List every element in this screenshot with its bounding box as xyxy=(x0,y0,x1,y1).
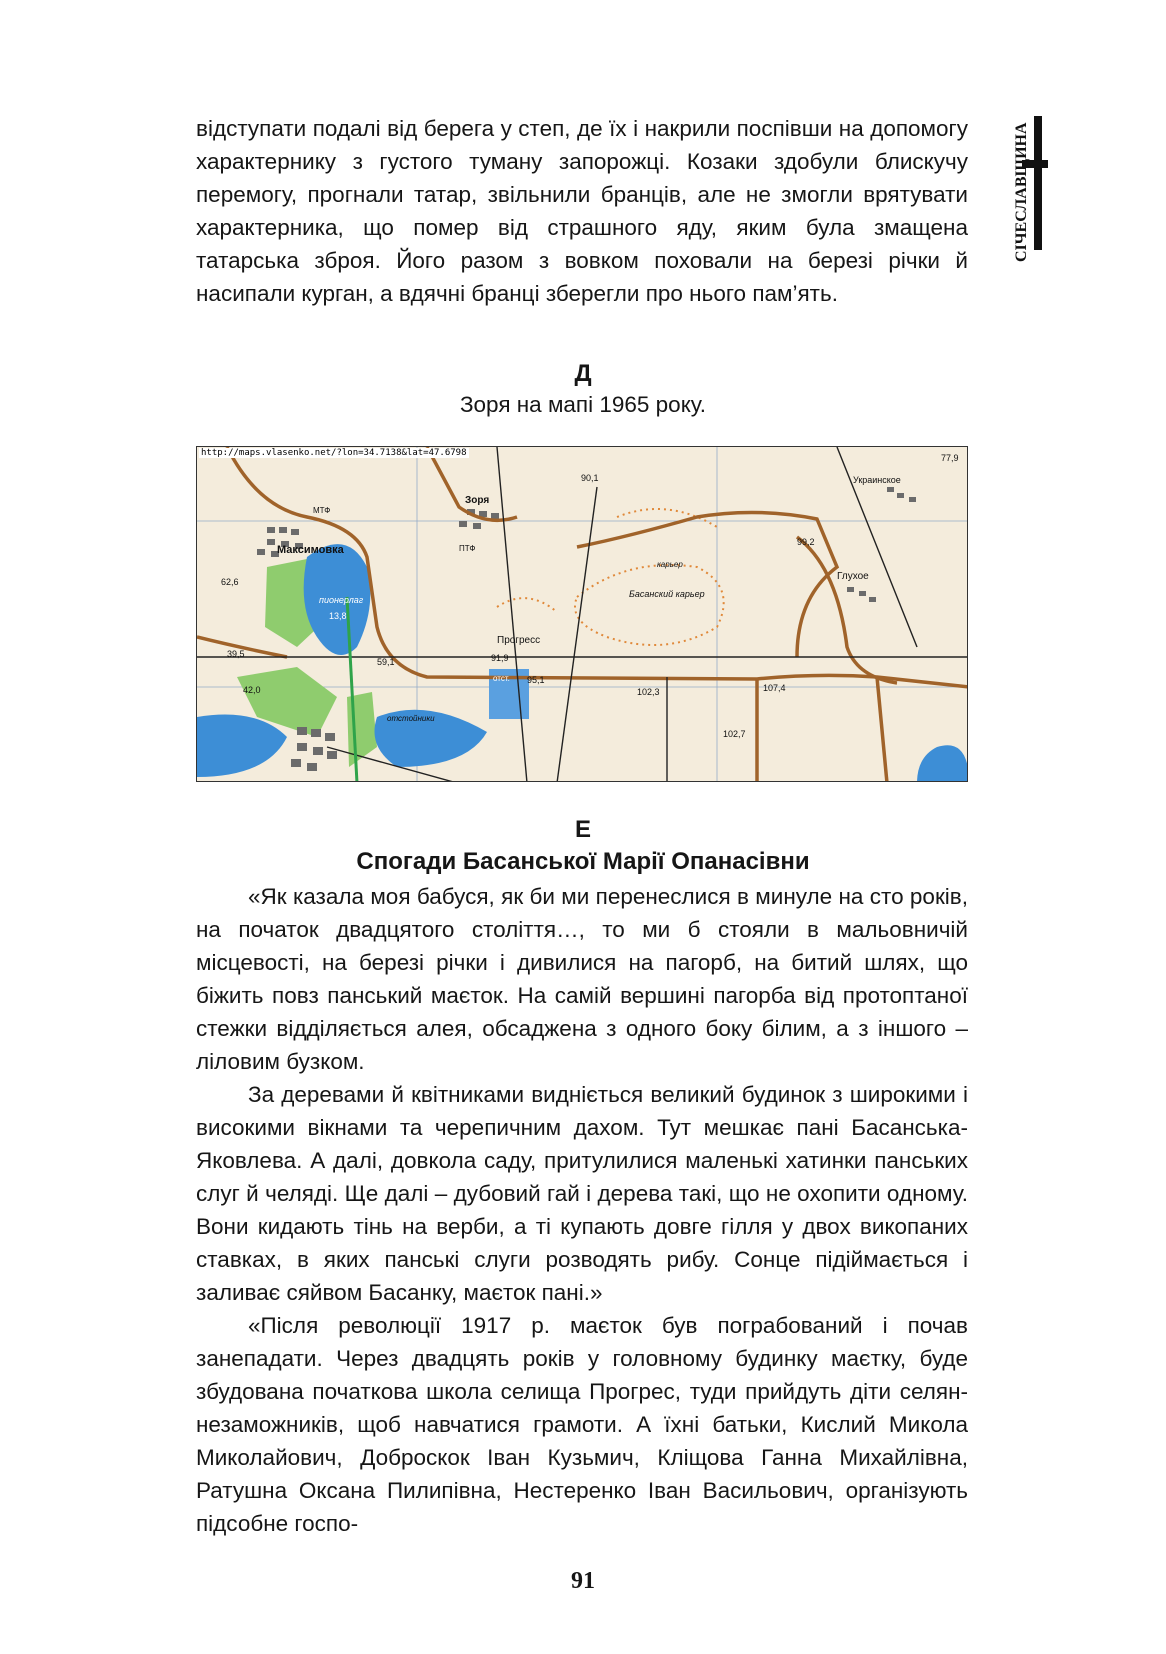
height-7: 95,1 xyxy=(527,675,545,685)
height-13: 59,1 xyxy=(377,657,395,667)
map-drawing xyxy=(197,447,968,782)
memoir-body xyxy=(196,880,968,1540)
height-3: 42,0 xyxy=(243,685,261,695)
label-prohres: Прогресс xyxy=(497,635,541,646)
label-mtf: МТФ xyxy=(313,506,331,515)
label-basanskyi: Басанский карьер xyxy=(629,589,705,599)
label-maksymivka: Максимовка xyxy=(277,544,344,556)
paragraph-intro xyxy=(196,112,968,310)
height-10: 77,9 xyxy=(941,453,959,463)
section-letter-e: Е xyxy=(574,816,591,843)
memoir-paragraph-2: За деревами й квітниками видніється великий будинок з широкими і високими вікнами та черепичним дахом. Тут мешкає пані Басанська-Яковлева. А далі, довкола саду, притулилися маленькі хатинки панських слуг й челяді. Ще далі – дубовий гай і дерева такі, що не охопити одному. Вони кидають тінь на верби, а ті купають довге гілля у двох викопаних ставках, в яких панські слуги розводять рибу. Сонце підіймається і заливає сяйвом Басанку, маєток пані.» xyxy=(196,1082,968,1305)
height-2: 39,5 xyxy=(227,649,245,659)
memoir-paragraph-3: «Після революції 1917 р. маєток був пограбований і почав занепадати. Через двадцять років у головному будинку маєтку, буде збудована початкова школа селища Прогрес, туди прийдуть діти селян-незаможників, щоб навчатися грамоти. А їхні батьки, Кислий Микола Миколайович, Доброскок Іван Кузьмич, Кліщова Ганна Михайлівна, Ратушна Оксана Пилипівна, Нестеренко Іван Васильович, організують підсобне госпо- xyxy=(196,1313,968,1536)
height-12: 13,8 xyxy=(329,611,347,621)
label-hlukhe: Глухое xyxy=(837,571,869,582)
map-url: http://maps.vlasenko.net/?lon=34.7138&lat=47.6798 xyxy=(201,448,467,458)
side-logo-text: СІЧЕСЛАВЩИНА xyxy=(1013,122,1030,262)
label-pioner: пионерлаг xyxy=(319,595,364,605)
label-ukrainske: Украинское xyxy=(853,475,901,485)
height-6: 91,9 xyxy=(491,653,509,663)
memoir-title: Спогади Басанської Марії Опанасівни xyxy=(356,848,810,875)
label-otstoyniki: отстойники xyxy=(387,714,435,723)
height-8: 107,4 xyxy=(763,683,786,693)
label-karyer: карьер xyxy=(657,560,683,569)
height-9: 102,7 xyxy=(723,729,746,739)
height-11: 102,3 xyxy=(637,687,660,697)
memoir-paragraph-1: «Як казала моя бабуся, як би ми перенеслися в минуле на сто років, на початок двадцятого століття…, то ми б стояли в мальовничій місцевості, на березі річки і дивилися на пагорб, на битий шлях, що біжить повз панський маєток. На самій вершині пагорба від протоптаної стежки відділяється алея, обсаджена з одного боку білим, а з іншого – ліловим бузком. xyxy=(196,884,968,1074)
height-4: 90,1 xyxy=(581,473,599,483)
label-ptf: ПТФ xyxy=(459,544,476,553)
map-caption: Зоря на мапі 1965 року. xyxy=(459,392,707,417)
height-1: 62,6 xyxy=(221,577,239,587)
label-otst: отст. xyxy=(493,674,510,683)
height-5: 99,2 xyxy=(797,537,815,547)
label-zorya: Зоря xyxy=(465,495,490,506)
topographic-map xyxy=(196,446,968,782)
paragraph-text: відступати подалі від берега у степ, де їх і накрили поспівши на допомогу характернику з густого туману запорожці. Козаки здобули блискучу перемогу, прогнали татар, звільнили бранців, але не змогли врятувати характерника, що помер від страшного яду, яким була змащена татарська зброя. Його разом з вовком поховали на березі річки й насипали курган, а вдячні бранці зберегли про нього пам’ять. xyxy=(196,116,968,306)
section-letter-d: Д xyxy=(574,360,592,387)
side-logo xyxy=(1000,116,1048,266)
page-number: 91 xyxy=(571,1568,595,1594)
